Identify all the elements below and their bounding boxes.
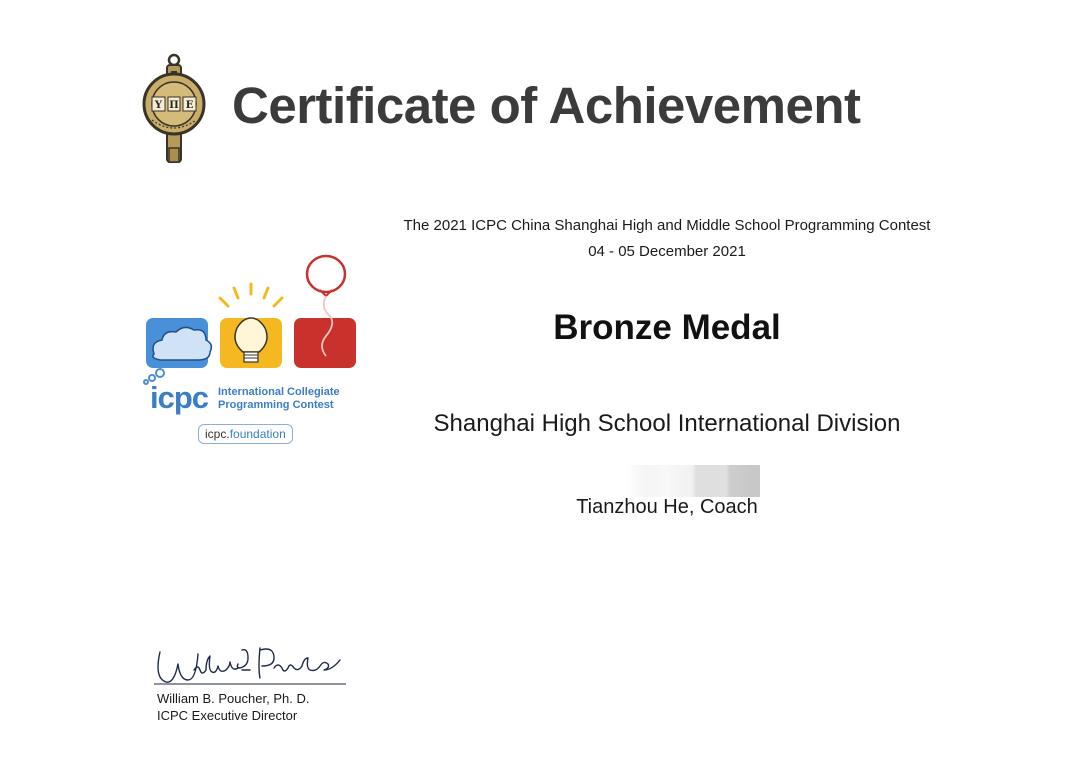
- seal-letter-e: E: [185, 100, 194, 111]
- icpc-tagline-line1: International Collegiate: [218, 386, 340, 398]
- redacted-name-block: [626, 465, 760, 497]
- contest-name: The 2021 ICPC China Shanghai High and Middle School Programming Contest: [403, 217, 931, 234]
- icpc-foundation-badge: [198, 424, 293, 444]
- coach-name: Tianzhou He, Coach: [576, 496, 758, 518]
- upe-seal-icon: [138, 52, 210, 166]
- signer-name: William B. Poucher, Ph. D.: [157, 691, 310, 706]
- certificate-title: Certificate of Achievement: [232, 77, 861, 134]
- signature-image: [150, 644, 350, 688]
- seal-letter-pi: Π: [169, 100, 179, 111]
- school-name: Shanghai High School International Division: [433, 410, 901, 437]
- signer-role: ICPC Executive Director: [157, 708, 298, 723]
- icpc-tagline-line2: Programming Contest: [218, 399, 334, 411]
- foundation-prefix: icpc.: [205, 427, 230, 441]
- icpc-tagline: [218, 386, 340, 412]
- award-title: Bronze Medal: [553, 308, 781, 347]
- icpc-red-panel: [294, 318, 356, 368]
- seal-letter-y: Y: [154, 100, 163, 111]
- contest-dates: 04 - 05 December 2021: [588, 243, 746, 260]
- icpc-wordmark: icpc: [150, 380, 209, 415]
- foundation-suffix: foundation: [229, 427, 286, 441]
